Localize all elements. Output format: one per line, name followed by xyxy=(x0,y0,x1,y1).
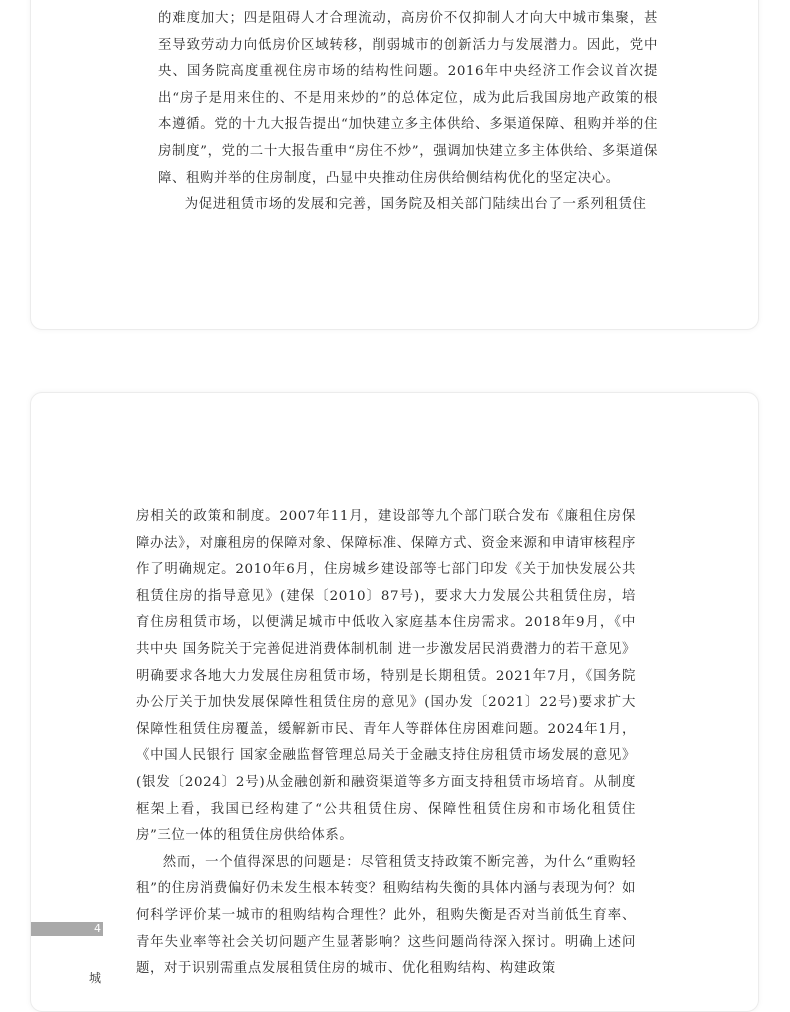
paragraph-continued: 的难度加大；四是阻碍人才合理流动，高房价不仅抑制人才向大中城市集聚，甚至导致劳动力向低房价区域转移，削弱城市的创新活力与发展潜力。因此，党中央、国务院高度重视住房市场的结构性问题。2016年中央经济工作会议首次提出“房子是用来住的、不是用来炒的”的总体定位，成为此后我国房地产政策的根本遵循。党的十九大报告提出“加快建立多主体供给、多渠道保障、租购并举的住房制度”，党的二十大报告重申“房住不炒”，强调加快建立多主体供给、多渠道保障、租购并举的住房制度，凸显中央推动住房供给侧结构优化的坚定决心。 xyxy=(158,11,658,186)
page-number-tab xyxy=(31,922,103,936)
paragraph-continued: 房相关的政策和制度。2007年11月，建设部等九个部门联合发布《廉租住房保障办法》，对廉租房的保障对象、保障标准、保障方式、资金来源和申请审核程序作了明确规定。2010年6月，住房城乡建设部等七部门印发《关于加快发展公共租赁住房的指导意见》(建保〔2010〕87号)，要求大力发展公共租赁住房，培育住房租赁市场，以便满足城市中低收入家庭基本住房需求。2018年9月，《中共中央 国务院关于完善促进消费体制机制 进一步激发居民消费潜力的若干意见》明确要求各地大力发展住房租赁市场，特别是长期租赁。2021年7月，《国务院办公厅关于加快发展保障性租赁住房的意见》(国办发〔2021〕22号)要求扩大保障性租赁住房覆盖，缓解新市民、青年人等群体住房困难问题。2024年1月，《中国人民银行 国家金融监督管理总局关于金融支持住房租赁市场发展的意见》(银发〔2024〕2号)从金融创新和融资渠道等多方面支持租赁市场培育。从制度框架上看，我国已经构建了“公共租赁住房、保障性租赁住房和市场化租赁住房”三位一体的租赁住房供给体系。 xyxy=(136,509,636,844)
paragraph: 为促进租赁市场的发展和完善，国务院及相关部门陆续出台了一系列租赁住 xyxy=(184,197,647,213)
running-head: 城 xyxy=(89,971,102,985)
paragraph: 然而，一个值得深思的问题是：尽管租赁支持政策不断完善，为什么“重购轻租”的住房消费偏好仍未发生根本转变？租购结构失衡的具体内涵与表现为何？如何科学评价某一城市的租购结构合理性？此外，租购失衡是否对当前低生育率、青年失业率等社会关切问题产生显著影响？这些问题尚待深入探讨。明确上述问题，对于识别需重点发展租赁住房的城市、优化租购结构、构建政策 xyxy=(136,854,636,977)
page-number: 4 xyxy=(94,922,101,935)
page-top xyxy=(30,0,759,330)
page-bottom xyxy=(30,392,759,1012)
body-text-top xyxy=(158,6,658,219)
body-text-bottom xyxy=(136,504,636,983)
